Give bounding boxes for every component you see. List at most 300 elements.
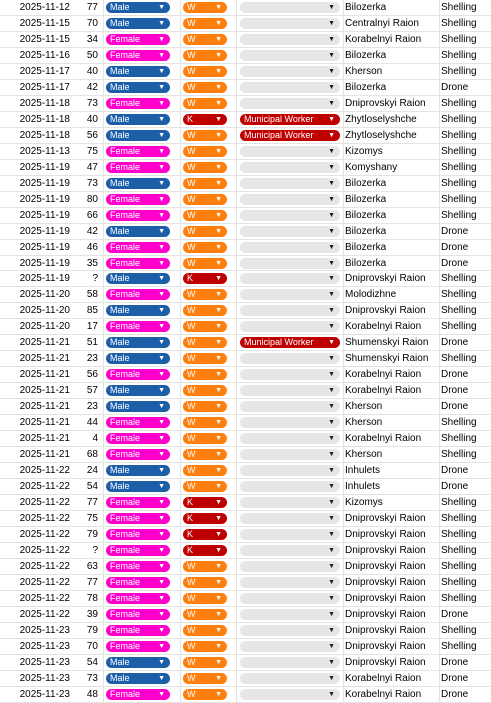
chevron-down-icon[interactable]: ▼ bbox=[328, 291, 335, 299]
chevron-down-icon[interactable]: ▼ bbox=[328, 499, 335, 507]
sex-dropdown[interactable] bbox=[106, 449, 170, 460]
location-cell[interactable]: Dniprovskyi Raion bbox=[345, 513, 426, 524]
sex-dropdown[interactable] bbox=[106, 114, 170, 125]
occupation-dropdown[interactable] bbox=[240, 641, 340, 652]
age-cell[interactable]: 70 bbox=[86, 640, 98, 652]
age-cell[interactable]: 17 bbox=[86, 321, 98, 333]
attack-type-cell[interactable]: Shelling bbox=[441, 17, 477, 29]
chevron-down-icon[interactable]: ▼ bbox=[158, 67, 165, 75]
category-dropdown[interactable] bbox=[183, 497, 227, 508]
location-cell[interactable]: Inhulets bbox=[345, 465, 381, 477]
location-cell[interactable]: Shumenskyi Raion bbox=[345, 353, 429, 365]
attack-type-cell[interactable]: Shelling bbox=[441, 576, 477, 588]
occupation-dropdown[interactable] bbox=[240, 210, 340, 221]
category-dropdown[interactable] bbox=[183, 577, 227, 588]
date-cell[interactable]: 2025-11-19 bbox=[19, 209, 70, 221]
age-cell[interactable]: 85 bbox=[86, 305, 98, 317]
category-dropdown[interactable] bbox=[183, 417, 227, 428]
date-cell[interactable]: 2025-11-23 bbox=[19, 656, 70, 668]
sex-dropdown[interactable] bbox=[106, 545, 170, 556]
location-cell[interactable]: Kherson bbox=[345, 65, 383, 77]
category-dropdown[interactable] bbox=[183, 401, 227, 412]
date-cell[interactable]: 2025-11-22 bbox=[19, 608, 70, 620]
age-cell[interactable]: 73 bbox=[86, 672, 98, 684]
age-cell[interactable]: 42 bbox=[86, 81, 98, 93]
chevron-down-icon[interactable]: ▼ bbox=[215, 419, 222, 427]
attack-type-cell[interactable]: Shelling bbox=[441, 209, 477, 221]
attack-type-cell[interactable]: Drone bbox=[441, 337, 469, 349]
date-cell[interactable]: 2025-11-22 bbox=[19, 544, 70, 556]
sex-dropdown[interactable] bbox=[106, 513, 170, 524]
attack-type-cell[interactable]: Shelling bbox=[441, 528, 477, 540]
category-dropdown[interactable] bbox=[183, 50, 227, 61]
category-dropdown[interactable] bbox=[183, 114, 227, 125]
occupation-dropdown[interactable] bbox=[240, 305, 340, 316]
occupation-dropdown[interactable] bbox=[240, 258, 340, 269]
date-cell[interactable]: 2025-11-15 bbox=[19, 17, 70, 29]
date-cell[interactable]: 2025-11-22 bbox=[19, 576, 70, 588]
attack-type-cell[interactable]: Drone bbox=[441, 465, 469, 477]
chevron-down-icon[interactable]: ▼ bbox=[158, 642, 165, 650]
chevron-down-icon[interactable]: ▼ bbox=[215, 115, 222, 123]
category-dropdown[interactable] bbox=[183, 289, 227, 300]
date-cell[interactable]: 2025-11-21 bbox=[19, 353, 70, 365]
chevron-down-icon[interactable]: ▼ bbox=[158, 147, 165, 155]
age-cell[interactable]: 4 bbox=[92, 433, 98, 445]
age-cell[interactable]: 47 bbox=[86, 161, 98, 173]
chevron-down-icon[interactable]: ▼ bbox=[328, 35, 335, 43]
chevron-down-icon[interactable]: ▼ bbox=[328, 435, 335, 443]
sex-dropdown[interactable] bbox=[106, 226, 170, 237]
chevron-down-icon[interactable]: ▼ bbox=[328, 131, 335, 139]
sex-dropdown[interactable] bbox=[106, 417, 170, 428]
date-cell[interactable]: 2025-11-20 bbox=[19, 305, 70, 317]
age-cell[interactable]: 51 bbox=[86, 337, 98, 349]
chevron-down-icon[interactable]: ▼ bbox=[158, 51, 165, 59]
category-dropdown[interactable] bbox=[183, 34, 227, 45]
category-dropdown[interactable] bbox=[183, 625, 227, 636]
sex-dropdown[interactable] bbox=[106, 178, 170, 189]
location-cell[interactable]: Dniprovskyi Raion bbox=[345, 640, 426, 652]
sex-dropdown[interactable] bbox=[106, 66, 170, 77]
chevron-down-icon[interactable]: ▼ bbox=[158, 371, 165, 379]
chevron-down-icon[interactable]: ▼ bbox=[158, 115, 165, 123]
chevron-down-icon[interactable]: ▼ bbox=[328, 83, 335, 91]
chevron-down-icon[interactable]: ▼ bbox=[328, 243, 335, 251]
occupation-dropdown[interactable] bbox=[240, 98, 340, 109]
attack-type-cell[interactable]: Shelling bbox=[441, 513, 477, 524]
chevron-down-icon[interactable]: ▼ bbox=[215, 658, 222, 666]
chevron-down-icon[interactable]: ▼ bbox=[328, 578, 335, 586]
location-cell[interactable]: Bilozerka bbox=[345, 49, 387, 61]
chevron-down-icon[interactable]: ▼ bbox=[158, 195, 165, 203]
occupation-dropdown[interactable] bbox=[240, 289, 340, 300]
sex-dropdown[interactable] bbox=[106, 641, 170, 652]
location-cell[interactable]: Bilozerka bbox=[345, 177, 387, 189]
chevron-down-icon[interactable]: ▼ bbox=[158, 610, 165, 618]
age-cell[interactable]: 77 bbox=[86, 576, 98, 588]
occupation-dropdown[interactable] bbox=[240, 226, 340, 237]
chevron-down-icon[interactable]: ▼ bbox=[158, 626, 165, 634]
date-cell[interactable]: 2025-11-23 bbox=[19, 672, 70, 684]
chevron-down-icon[interactable]: ▼ bbox=[158, 35, 165, 43]
category-dropdown[interactable] bbox=[183, 609, 227, 620]
age-cell[interactable]: 40 bbox=[86, 65, 98, 77]
category-dropdown[interactable] bbox=[183, 529, 227, 540]
attack-type-cell[interactable]: Shelling bbox=[441, 544, 477, 556]
category-dropdown[interactable] bbox=[183, 385, 227, 396]
category-dropdown[interactable] bbox=[183, 465, 227, 476]
sex-dropdown[interactable] bbox=[106, 465, 170, 476]
location-cell[interactable]: Kherson bbox=[345, 401, 383, 413]
chevron-down-icon[interactable]: ▼ bbox=[158, 578, 165, 586]
location-cell[interactable]: Dniprovskyi Raion bbox=[345, 305, 426, 317]
chevron-down-icon[interactable]: ▼ bbox=[158, 515, 165, 522]
category-dropdown[interactable] bbox=[183, 130, 227, 141]
chevron-down-icon[interactable]: ▼ bbox=[328, 674, 335, 682]
age-cell[interactable]: 79 bbox=[86, 624, 98, 636]
age-cell[interactable]: 35 bbox=[86, 257, 98, 269]
attack-type-cell[interactable]: Shelling bbox=[441, 97, 477, 109]
location-cell[interactable]: Bilozerka bbox=[345, 2, 387, 13]
occupation-dropdown[interactable] bbox=[240, 321, 340, 332]
age-cell[interactable]: 70 bbox=[86, 17, 98, 29]
chevron-down-icon[interactable]: ▼ bbox=[158, 546, 165, 554]
chevron-down-icon[interactable]: ▼ bbox=[158, 674, 165, 682]
location-cell[interactable]: Korabelnyi Raion bbox=[345, 369, 422, 381]
age-cell[interactable]: 56 bbox=[86, 129, 98, 141]
chevron-down-icon[interactable]: ▼ bbox=[328, 515, 335, 522]
date-cell[interactable]: 2025-11-20 bbox=[19, 321, 70, 333]
occupation-dropdown[interactable] bbox=[240, 513, 340, 524]
category-dropdown[interactable] bbox=[183, 513, 227, 524]
chevron-down-icon[interactable]: ▼ bbox=[158, 387, 165, 395]
location-cell[interactable]: Dniprovskyi Raion bbox=[345, 576, 426, 588]
chevron-down-icon[interactable]: ▼ bbox=[328, 419, 335, 427]
chevron-down-icon[interactable]: ▼ bbox=[215, 690, 222, 698]
chevron-down-icon[interactable]: ▼ bbox=[215, 515, 222, 522]
chevron-down-icon[interactable]: ▼ bbox=[215, 227, 222, 235]
age-cell[interactable]: 50 bbox=[86, 49, 98, 61]
chevron-down-icon[interactable]: ▼ bbox=[215, 99, 222, 107]
chevron-down-icon[interactable]: ▼ bbox=[328, 658, 335, 666]
chevron-down-icon[interactable]: ▼ bbox=[328, 179, 335, 187]
chevron-down-icon[interactable]: ▼ bbox=[158, 163, 165, 171]
attack-type-cell[interactable]: Drone bbox=[441, 401, 469, 413]
category-dropdown[interactable] bbox=[183, 321, 227, 332]
date-cell[interactable]: 2025-11-19 bbox=[19, 257, 70, 269]
chevron-down-icon[interactable]: ▼ bbox=[328, 115, 335, 123]
location-cell[interactable]: Dniprovskyi Raion bbox=[345, 544, 426, 556]
category-dropdown[interactable] bbox=[183, 226, 227, 237]
category-dropdown[interactable] bbox=[183, 561, 227, 572]
date-cell[interactable]: 2025-11-23 bbox=[19, 688, 70, 700]
chevron-down-icon[interactable]: ▼ bbox=[328, 355, 335, 363]
sex-dropdown[interactable] bbox=[106, 481, 170, 492]
location-cell[interactable]: Centralnyi Raion bbox=[345, 17, 419, 29]
location-cell[interactable]: Bilozerka bbox=[345, 257, 387, 269]
date-cell[interactable]: 2025-11-22 bbox=[19, 465, 70, 477]
chevron-down-icon[interactable]: ▼ bbox=[215, 131, 222, 139]
age-cell[interactable]: 40 bbox=[86, 113, 98, 125]
category-dropdown[interactable] bbox=[183, 210, 227, 221]
chevron-down-icon[interactable]: ▼ bbox=[158, 243, 165, 251]
chevron-down-icon[interactable]: ▼ bbox=[158, 323, 165, 331]
chevron-down-icon[interactable]: ▼ bbox=[215, 67, 222, 75]
date-cell[interactable]: 2025-11-19 bbox=[19, 241, 70, 253]
occupation-dropdown[interactable] bbox=[240, 130, 340, 141]
category-dropdown[interactable] bbox=[183, 146, 227, 157]
age-cell[interactable]: 23 bbox=[86, 401, 98, 413]
chevron-down-icon[interactable]: ▼ bbox=[215, 530, 222, 538]
location-cell[interactable]: Dniprovskyi Raion bbox=[345, 592, 426, 604]
chevron-down-icon[interactable]: ▼ bbox=[158, 499, 165, 507]
location-cell[interactable]: Bilozerka bbox=[345, 225, 387, 237]
sex-dropdown[interactable] bbox=[106, 529, 170, 540]
occupation-dropdown[interactable] bbox=[240, 2, 340, 13]
age-cell[interactable]: 44 bbox=[86, 417, 98, 429]
category-dropdown[interactable] bbox=[183, 689, 227, 700]
occupation-dropdown[interactable] bbox=[240, 545, 340, 556]
chevron-down-icon[interactable]: ▼ bbox=[328, 19, 335, 27]
age-cell[interactable]: ? bbox=[92, 544, 98, 556]
chevron-down-icon[interactable]: ▼ bbox=[215, 179, 222, 187]
attack-type-cell[interactable]: Shelling bbox=[441, 2, 477, 13]
location-cell[interactable]: Kizomys bbox=[345, 145, 383, 157]
occupation-dropdown[interactable] bbox=[240, 385, 340, 396]
category-dropdown[interactable] bbox=[183, 273, 227, 284]
sex-dropdown[interactable] bbox=[106, 673, 170, 684]
location-cell[interactable]: Korabelnyi Raion bbox=[345, 688, 422, 700]
occupation-dropdown[interactable] bbox=[240, 449, 340, 460]
attack-type-cell[interactable]: Drone bbox=[441, 257, 469, 269]
occupation-dropdown[interactable] bbox=[240, 529, 340, 540]
age-cell[interactable]: 73 bbox=[86, 177, 98, 189]
occupation-dropdown[interactable] bbox=[240, 114, 340, 125]
age-cell[interactable]: 79 bbox=[86, 528, 98, 540]
category-dropdown[interactable] bbox=[183, 66, 227, 77]
age-cell[interactable]: 58 bbox=[86, 289, 98, 301]
chevron-down-icon[interactable]: ▼ bbox=[215, 291, 222, 299]
chevron-down-icon[interactable]: ▼ bbox=[328, 483, 335, 491]
sex-dropdown[interactable] bbox=[106, 34, 170, 45]
chevron-down-icon[interactable]: ▼ bbox=[158, 467, 165, 475]
chevron-down-icon[interactable]: ▼ bbox=[328, 99, 335, 107]
date-cell[interactable]: 2025-11-17 bbox=[19, 81, 70, 93]
category-dropdown[interactable] bbox=[183, 337, 227, 348]
chevron-down-icon[interactable]: ▼ bbox=[158, 179, 165, 187]
sex-dropdown[interactable] bbox=[106, 353, 170, 364]
age-cell[interactable]: 46 bbox=[86, 241, 98, 253]
chevron-down-icon[interactable]: ▼ bbox=[158, 435, 165, 443]
occupation-dropdown[interactable] bbox=[240, 337, 340, 348]
location-cell[interactable]: Bilozerka bbox=[345, 209, 387, 221]
location-cell[interactable]: Shumenskyi Raion bbox=[345, 337, 429, 349]
occupation-dropdown[interactable] bbox=[240, 561, 340, 572]
chevron-down-icon[interactable]: ▼ bbox=[328, 195, 335, 203]
age-cell[interactable]: 63 bbox=[86, 560, 98, 572]
attack-type-cell[interactable]: Drone bbox=[441, 385, 469, 397]
chevron-down-icon[interactable]: ▼ bbox=[215, 195, 222, 203]
sex-dropdown[interactable] bbox=[106, 657, 170, 668]
date-cell[interactable]: 2025-11-21 bbox=[19, 449, 70, 461]
chevron-down-icon[interactable]: ▼ bbox=[158, 355, 165, 363]
sex-dropdown[interactable] bbox=[106, 561, 170, 572]
chevron-down-icon[interactable]: ▼ bbox=[215, 211, 222, 219]
chevron-down-icon[interactable]: ▼ bbox=[215, 243, 222, 251]
chevron-down-icon[interactable]: ▼ bbox=[328, 403, 335, 411]
occupation-dropdown[interactable] bbox=[240, 18, 340, 29]
chevron-down-icon[interactable]: ▼ bbox=[215, 451, 222, 459]
chevron-down-icon[interactable]: ▼ bbox=[215, 339, 222, 347]
chevron-down-icon[interactable]: ▼ bbox=[158, 19, 165, 27]
sex-dropdown[interactable] bbox=[106, 146, 170, 157]
sex-dropdown[interactable] bbox=[106, 210, 170, 221]
age-cell[interactable]: ? bbox=[92, 273, 98, 285]
attack-type-cell[interactable]: Drone bbox=[441, 688, 469, 700]
location-cell[interactable]: Dniprovskyi Raion bbox=[345, 624, 426, 636]
category-dropdown[interactable] bbox=[183, 18, 227, 29]
date-cell[interactable]: 2025-11-22 bbox=[19, 528, 70, 540]
chevron-down-icon[interactable]: ▼ bbox=[158, 307, 165, 315]
occupation-dropdown[interactable] bbox=[240, 689, 340, 700]
location-cell[interactable]: Inhulets bbox=[345, 481, 381, 493]
age-cell[interactable]: 24 bbox=[86, 465, 98, 477]
occupation-dropdown[interactable] bbox=[240, 401, 340, 412]
category-dropdown[interactable] bbox=[183, 82, 227, 93]
location-cell[interactable]: Korabelnyi Raion bbox=[345, 33, 422, 45]
location-cell[interactable]: Bilozerka bbox=[345, 193, 387, 205]
location-cell[interactable]: Kherson bbox=[345, 417, 383, 429]
date-cell[interactable]: 2025-11-21 bbox=[19, 417, 70, 429]
date-cell[interactable]: 2025-11-12 bbox=[19, 2, 70, 13]
chevron-down-icon[interactable]: ▼ bbox=[158, 275, 165, 283]
chevron-down-icon[interactable]: ▼ bbox=[215, 626, 222, 634]
chevron-down-icon[interactable]: ▼ bbox=[158, 291, 165, 299]
date-cell[interactable]: 2025-11-13 bbox=[19, 145, 70, 157]
date-cell[interactable]: 2025-11-19 bbox=[19, 177, 70, 189]
chevron-down-icon[interactable]: ▼ bbox=[215, 562, 222, 570]
sex-dropdown[interactable] bbox=[106, 305, 170, 316]
date-cell[interactable]: 2025-11-21 bbox=[19, 401, 70, 413]
chevron-down-icon[interactable]: ▼ bbox=[328, 467, 335, 475]
age-cell[interactable]: 23 bbox=[86, 353, 98, 365]
chevron-down-icon[interactable]: ▼ bbox=[215, 403, 222, 411]
occupation-dropdown[interactable] bbox=[240, 433, 340, 444]
location-cell[interactable]: Dniprovskyi Raion bbox=[345, 608, 426, 620]
chevron-down-icon[interactable]: ▼ bbox=[328, 259, 335, 267]
location-cell[interactable]: Dniprovskyi Raion bbox=[345, 528, 426, 540]
occupation-dropdown[interactable] bbox=[240, 242, 340, 253]
chevron-down-icon[interactable]: ▼ bbox=[158, 419, 165, 427]
age-cell[interactable]: 39 bbox=[86, 608, 98, 620]
sex-dropdown[interactable] bbox=[106, 258, 170, 269]
attack-type-cell[interactable]: Shelling bbox=[441, 560, 477, 572]
occupation-dropdown[interactable] bbox=[240, 481, 340, 492]
chevron-down-icon[interactable]: ▼ bbox=[158, 451, 165, 459]
attack-type-cell[interactable]: Shelling bbox=[441, 273, 477, 285]
location-cell[interactable]: Komyshany bbox=[345, 161, 398, 173]
chevron-down-icon[interactable]: ▼ bbox=[215, 610, 222, 618]
category-dropdown[interactable] bbox=[183, 242, 227, 253]
location-cell[interactable]: Kizomys bbox=[345, 497, 383, 509]
occupation-dropdown[interactable] bbox=[240, 66, 340, 77]
attack-type-cell[interactable]: Shelling bbox=[441, 145, 477, 157]
occupation-dropdown[interactable] bbox=[240, 625, 340, 636]
sex-dropdown[interactable] bbox=[106, 337, 170, 348]
sex-dropdown[interactable] bbox=[106, 321, 170, 332]
date-cell[interactable]: 2025-11-18 bbox=[19, 97, 70, 109]
category-dropdown[interactable] bbox=[183, 673, 227, 684]
sex-dropdown[interactable] bbox=[106, 2, 170, 13]
category-dropdown[interactable] bbox=[183, 369, 227, 380]
chevron-down-icon[interactable]: ▼ bbox=[158, 259, 165, 267]
attack-type-cell[interactable]: Shelling bbox=[441, 65, 477, 77]
chevron-down-icon[interactable]: ▼ bbox=[215, 499, 222, 507]
sex-dropdown[interactable] bbox=[106, 609, 170, 620]
chevron-down-icon[interactable]: ▼ bbox=[215, 4, 222, 11]
chevron-down-icon[interactable]: ▼ bbox=[215, 83, 222, 91]
category-dropdown[interactable] bbox=[183, 305, 227, 316]
occupation-dropdown[interactable] bbox=[240, 497, 340, 508]
chevron-down-icon[interactable]: ▼ bbox=[215, 307, 222, 315]
chevron-down-icon[interactable]: ▼ bbox=[158, 562, 165, 570]
attack-type-cell[interactable]: Shelling bbox=[441, 33, 477, 45]
date-cell[interactable]: 2025-11-19 bbox=[19, 225, 70, 237]
age-cell[interactable]: 73 bbox=[86, 97, 98, 109]
chevron-down-icon[interactable]: ▼ bbox=[215, 483, 222, 491]
attack-type-cell[interactable]: Shelling bbox=[441, 305, 477, 317]
age-cell[interactable]: 54 bbox=[86, 481, 98, 493]
attack-type-cell[interactable]: Shelling bbox=[441, 161, 477, 173]
category-dropdown[interactable] bbox=[183, 98, 227, 109]
sex-dropdown[interactable] bbox=[106, 162, 170, 173]
category-dropdown[interactable] bbox=[183, 194, 227, 205]
occupation-dropdown[interactable] bbox=[240, 465, 340, 476]
attack-type-cell[interactable]: Shelling bbox=[441, 433, 477, 445]
occupation-dropdown[interactable] bbox=[240, 34, 340, 45]
chevron-down-icon[interactable]: ▼ bbox=[215, 35, 222, 43]
category-dropdown[interactable] bbox=[183, 353, 227, 364]
occupation-dropdown[interactable] bbox=[240, 609, 340, 620]
date-cell[interactable]: 2025-11-17 bbox=[19, 65, 70, 77]
chevron-down-icon[interactable]: ▼ bbox=[328, 67, 335, 75]
attack-type-cell[interactable]: Drone bbox=[441, 225, 469, 237]
attack-type-cell[interactable]: Shelling bbox=[441, 624, 477, 636]
occupation-dropdown[interactable] bbox=[240, 353, 340, 364]
date-cell[interactable]: 2025-11-18 bbox=[19, 129, 70, 141]
location-cell[interactable]: Zhytloselyshche bbox=[345, 113, 417, 125]
category-dropdown[interactable] bbox=[183, 641, 227, 652]
occupation-dropdown[interactable] bbox=[240, 194, 340, 205]
occupation-dropdown[interactable] bbox=[240, 577, 340, 588]
chevron-down-icon[interactable]: ▼ bbox=[158, 483, 165, 491]
location-cell[interactable]: Dniprovskyi Raion bbox=[345, 273, 426, 285]
chevron-down-icon[interactable]: ▼ bbox=[328, 323, 335, 331]
category-dropdown[interactable] bbox=[183, 657, 227, 668]
location-cell[interactable]: Dniprovskyi Raion bbox=[345, 560, 426, 572]
occupation-dropdown[interactable] bbox=[240, 146, 340, 157]
sex-dropdown[interactable] bbox=[106, 433, 170, 444]
sex-dropdown[interactable] bbox=[106, 130, 170, 141]
age-cell[interactable]: 68 bbox=[86, 449, 98, 461]
age-cell[interactable]: 48 bbox=[86, 688, 98, 700]
location-cell[interactable]: Dniprovskyi Raion bbox=[345, 97, 426, 109]
location-cell[interactable]: Korabelnyi Raion bbox=[345, 433, 422, 445]
occupation-dropdown[interactable] bbox=[240, 178, 340, 189]
occupation-dropdown[interactable] bbox=[240, 593, 340, 604]
chevron-down-icon[interactable]: ▼ bbox=[158, 4, 165, 11]
